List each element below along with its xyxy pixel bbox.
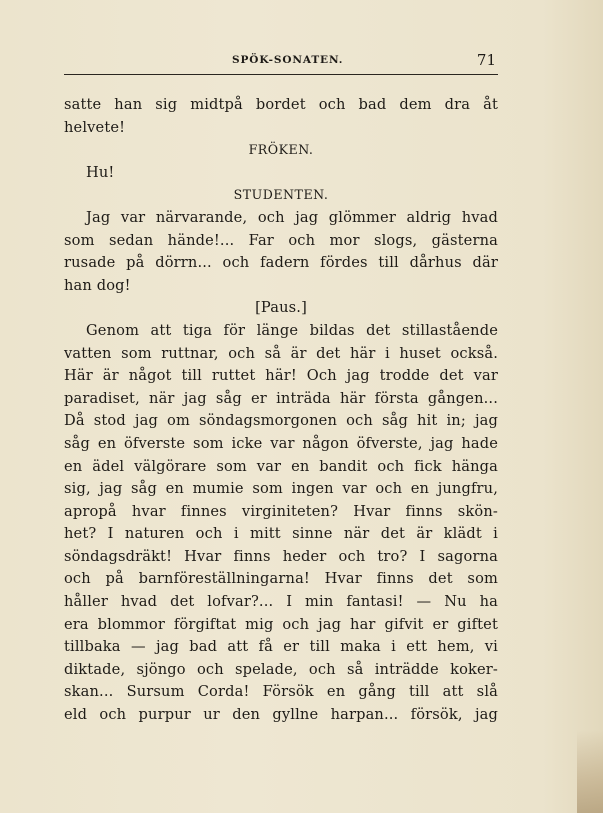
text-line: sig, jag såg en mumie som ingen var och en jungfru, [64, 480, 498, 498]
text-line: Genom att tiga för länge bildas det stillastående [86, 321, 498, 339]
text-line: satte han sig midtpå bordet och bad dem dra åt [64, 96, 498, 113]
text-line: eld och purpur ur den gyllne harpan... försök, jag [64, 706, 498, 724]
page-edge-shadow [577, 730, 603, 813]
header-rule [64, 74, 498, 75]
text-line: diktade, sjöngo och spelade, och så inträdde koker- [64, 660, 498, 678]
text-line: såg en öfverste som icke var någon öfverste, jag hade [64, 434, 498, 452]
running-title: SPÖK-SONATEN. [232, 54, 344, 66]
text-line: era blommor förgiftat mig och jag har gifvit er giftet [64, 615, 498, 633]
speaker-name: STUDENTEN. [233, 187, 329, 203]
text-line: Hu! [86, 163, 115, 181]
body-text [64, 94, 498, 727]
page-number: 71 [476, 51, 496, 69]
text-line: håller hvad det lofvar?... I min fantasi! — Nu ha [64, 593, 498, 611]
speaker-name: FRÖKEN. [248, 142, 314, 158]
text-line: Jag var närvarande, och jag glömmer aldrig hvad [86, 208, 498, 226]
text-line: rusade på dörrn... och fadern fördes till dårhus där [64, 254, 498, 272]
text-line: vatten som ruttnar, och så är det här i huset också. [64, 344, 498, 362]
text-line: apropå hvar finnes virginiteten? Hvar finns skön- [64, 502, 498, 520]
text-line: paradiset, när jag såg er inträda här första gången... [64, 389, 498, 407]
text-line: tillbaka — jag bad att få er till maka i ett hem, vi [64, 638, 498, 656]
text-line: söndagsdräkt! Hvar finns heder och tro? I sagorna [64, 547, 498, 565]
text-line: han dog! [64, 276, 131, 294]
text-line: het? I naturen och i mitt sinne när det är klädt i [64, 525, 498, 543]
text-line: Här är något till ruttet här! Och jag trodde det var [64, 367, 498, 385]
stage-direction: [Paus.] [255, 299, 307, 317]
text-line: som sedan hände!... Far och mor slogs, gästerna [64, 231, 498, 249]
running-head [64, 52, 498, 74]
text-line: och på barnföreställningarna! Hvar finns det som [64, 570, 498, 588]
text-line: Då stod jag om söndagsmorgonen och såg hit in; jag [64, 412, 498, 430]
text-line: skan... Sursum Corda! Försök en gång till att slå [64, 683, 498, 701]
text-line: en ädel välgörare som var en bandit och fick hänga [64, 457, 498, 475]
text-line: helvete! [64, 118, 126, 136]
